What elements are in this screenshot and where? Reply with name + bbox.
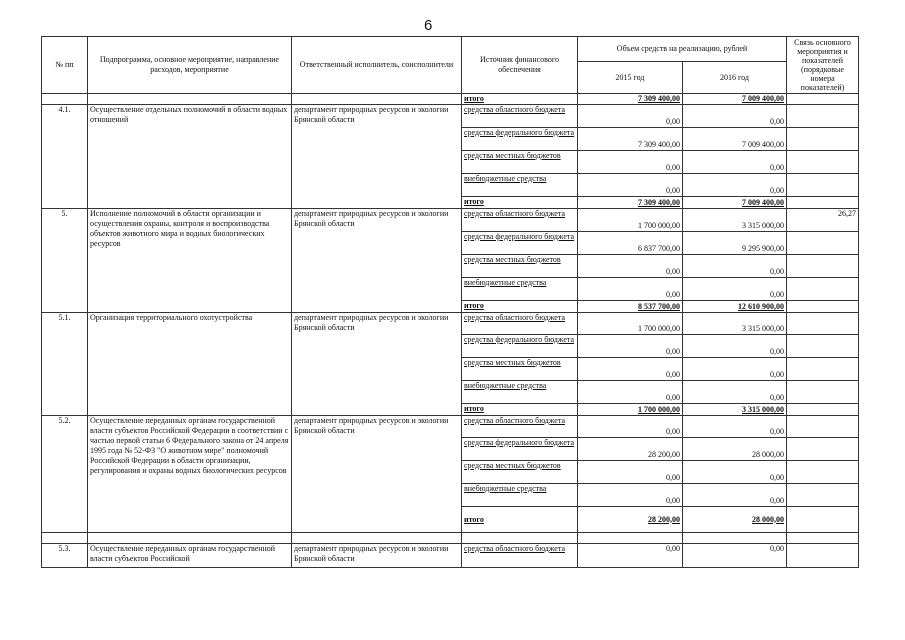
table-row	[42, 94, 859, 105]
row-number: 5.	[42, 209, 88, 313]
amount-2015: 6 837 700,00	[578, 232, 683, 255]
table-row	[42, 313, 859, 335]
source-cell: средства местных бюджетов	[462, 358, 578, 381]
amount-2016: 0,00	[683, 255, 787, 278]
source-cell: внебюджетные средства	[462, 278, 578, 301]
header-source: Источник финансового обеспечения	[462, 37, 578, 94]
amount-2016: 3 315 000,00	[683, 404, 787, 416]
amount-2015: 0,00	[578, 416, 683, 438]
header-executor: Ответственный исполнитель, соисполнители	[292, 37, 462, 94]
header-program: Подпрограмма, основное мероприятие, направление расходов, мероприятие	[88, 37, 292, 94]
header-2016: 2016 год	[683, 62, 787, 94]
row-number: 5.2.	[42, 416, 88, 533]
amount-2015: 7 309 400,00	[578, 197, 683, 209]
source-cell: средства местных бюджетов	[462, 255, 578, 278]
amount-2016: 7 009 400,00	[683, 197, 787, 209]
table-row	[42, 544, 859, 568]
amount-2015: 0,00	[578, 484, 683, 507]
source-cell: средства федерального бюджета	[462, 232, 578, 255]
source-cell: средства областного бюджета	[462, 416, 578, 438]
executor-cell: департамент природных ресурсов и экологии Брянской области	[292, 544, 462, 568]
amount-2016: 7 009 400,00	[683, 128, 787, 151]
amount-2016: 0,00	[683, 105, 787, 128]
amount-2015: 0,00	[578, 544, 683, 568]
row-number: 4.1.	[42, 105, 88, 209]
source-cell: средства федерального бюджета	[462, 335, 578, 358]
amount-2016: 9 295 900,00	[683, 232, 787, 255]
program-cell: Осуществление переданных органам государственной власти субъектов Российской Федерации в соответствии с частью первой статьи 6 Федерального закона от 24 апреля 1995 года № 52-ФЗ "О животном мире" полномочий Российской Федерации в области организации, регулирования и охраны водных биологических ресурсов	[88, 416, 292, 533]
amount-2015: 0,00	[578, 174, 683, 197]
spacer-row	[42, 533, 859, 544]
amount-2016: 0,00	[683, 544, 787, 568]
row-number: 5.3.	[42, 544, 88, 568]
program-cell: Исполнение полномочий в области организации и осуществления охраны, контроля и воспроизводства объектов животного мира и водных биологических ресурсов	[88, 209, 292, 313]
source-cell: итого	[462, 404, 578, 416]
table-row	[42, 416, 859, 438]
amount-2015: 1 700 000,00	[578, 313, 683, 335]
source-cell: средства федерального бюджета	[462, 438, 578, 461]
source-cell: внебюджетные средства	[462, 381, 578, 404]
amount-2015: 8 537 700,00	[578, 301, 683, 313]
row-number: 5.1.	[42, 313, 88, 416]
table-row	[42, 209, 859, 232]
program-cell: Осуществление отдельных полномочий в области водных отношений	[88, 105, 292, 209]
amount-2016: 0,00	[683, 484, 787, 507]
program-cell: Осуществление переданных органам государственной власти субъектов Российской	[88, 544, 292, 568]
amount-2015: 1 700 000,00	[578, 404, 683, 416]
executor-cell: департамент природных ресурсов и экологии Брянской области	[292, 209, 462, 313]
source-cell: внебюджетные средства	[462, 484, 578, 507]
amount-2016: 0,00	[683, 381, 787, 404]
source-cell: итого	[462, 94, 578, 105]
amount-2015: 0,00	[578, 278, 683, 301]
amount-2015: 0,00	[578, 358, 683, 381]
amount-2015: 0,00	[578, 335, 683, 358]
source-cell: средства областного бюджета	[462, 313, 578, 335]
source-cell: итого	[462, 301, 578, 313]
executor-cell: департамент природных ресурсов и экологии Брянской области	[292, 313, 462, 416]
amount-2016: 3 315 000,00	[683, 313, 787, 335]
amount-2015: 0,00	[578, 255, 683, 278]
amount-2015: 0,00	[578, 105, 683, 128]
executor-cell: департамент природных ресурсов и экологии Брянской области	[292, 105, 462, 209]
header-2015: 2015 год	[578, 62, 683, 94]
amount-2015: 1 700 000,00	[578, 209, 683, 232]
source-cell: средства областного бюджета	[462, 209, 578, 232]
amount-2015: 0,00	[578, 151, 683, 174]
amount-2015: 28 200,00	[578, 438, 683, 461]
amount-2016: 28 000,00	[683, 507, 787, 533]
amount-2016: 0,00	[683, 461, 787, 484]
table-row	[42, 105, 859, 128]
header-relation: Связь основного мероприятия и показателей (порядковые номера показателей)	[787, 37, 859, 94]
amount-2016: 3 315 000,00	[683, 209, 787, 232]
amount-2016: 0,00	[683, 151, 787, 174]
amount-2016: 12 610 900,00	[683, 301, 787, 313]
header-num: № пп	[42, 37, 88, 94]
source-cell: итого	[462, 197, 578, 209]
source-cell: средства федерального бюджета	[462, 128, 578, 151]
source-cell: итого	[462, 507, 578, 533]
amount-2015: 0,00	[578, 461, 683, 484]
amount-2015: 7 309 400,00	[578, 94, 683, 105]
source-cell: средства местных бюджетов	[462, 461, 578, 484]
amount-2015: 7 309 400,00	[578, 128, 683, 151]
amount-2016: 28 000,00	[683, 438, 787, 461]
financing-table	[41, 36, 859, 568]
amount-2016: 0,00	[683, 174, 787, 197]
source-cell: внебюджетные средства	[462, 174, 578, 197]
relation-cell: 26,27	[787, 209, 859, 232]
page-number: 6	[424, 17, 433, 34]
amount-2015: 0,00	[578, 381, 683, 404]
amount-2016: 0,00	[683, 278, 787, 301]
source-cell: средства областного бюджета	[462, 544, 578, 568]
amount-2016: 7 009 400,00	[683, 94, 787, 105]
executor-cell: департамент природных ресурсов и экологии Брянской области	[292, 416, 462, 533]
header-volume: Объем средств на реализацию, рублей	[578, 37, 787, 62]
amount-2016: 0,00	[683, 335, 787, 358]
amount-2016: 0,00	[683, 416, 787, 438]
program-cell: Организация территориального охотустройства	[88, 313, 292, 416]
source-cell: средства областного бюджета	[462, 105, 578, 128]
source-cell: средства местных бюджетов	[462, 151, 578, 174]
amount-2015: 28 200,00	[578, 507, 683, 533]
amount-2016: 0,00	[683, 358, 787, 381]
